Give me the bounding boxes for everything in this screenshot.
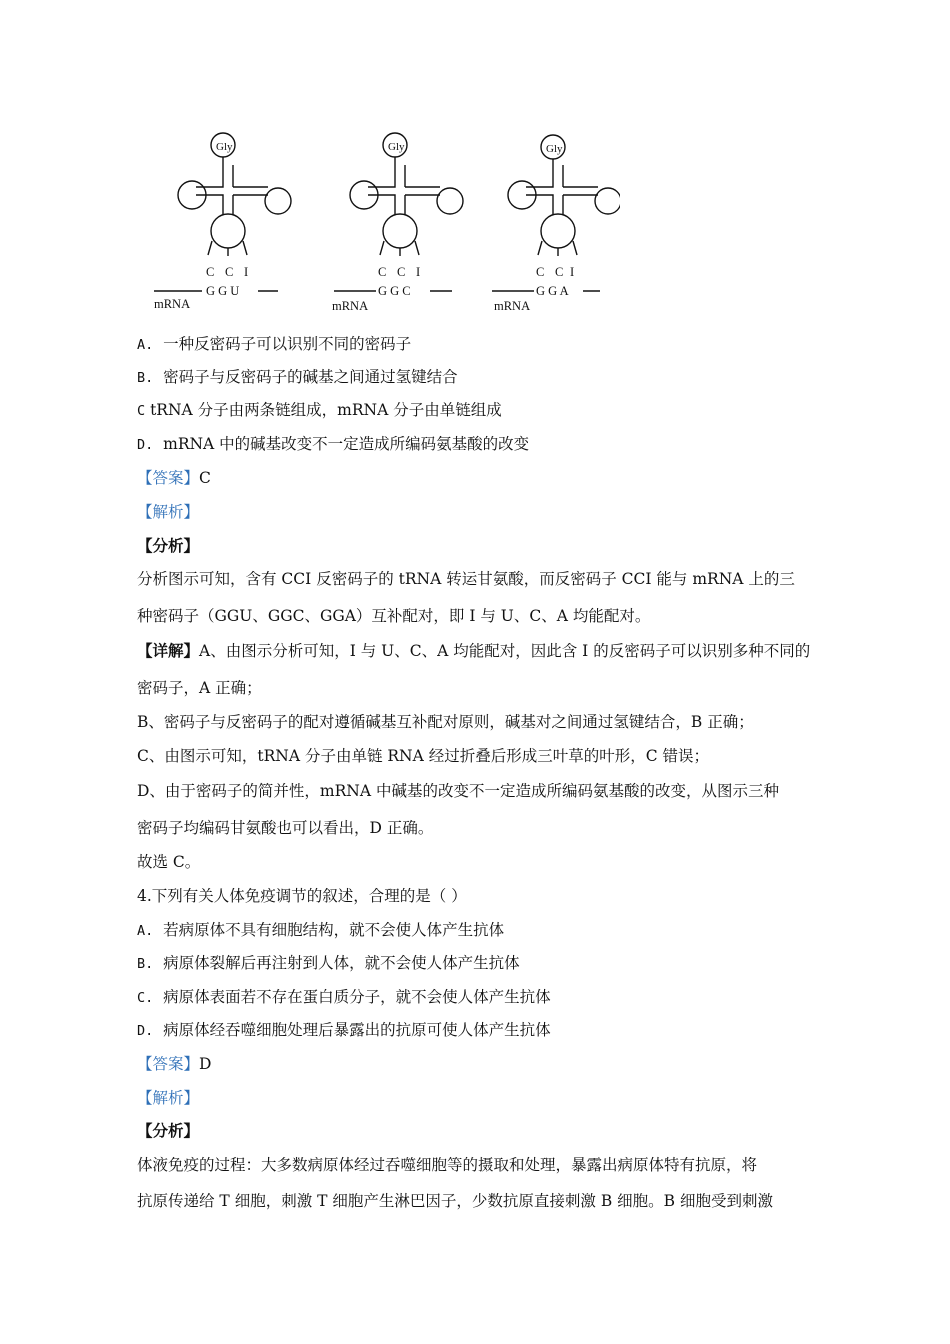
q3-option-b-letter: B.	[137, 370, 154, 386]
anticodon-3-base-2: C	[555, 265, 564, 279]
q4-option-a-letter: A.	[137, 923, 154, 939]
q3-option-c-text: tRNA 分子由两条链组成，mRNA 分子由单链组成	[150, 401, 502, 419]
q3-detail-line-3: B、密码子与反密码子的配对遵循碱基互补配对原则，碱基对之间通过氢键结合，B 正确；	[137, 713, 754, 731]
q3-fenxi-line-1: 分析图示可知，含有 CCI 反密码子的 tRNA 转运甘氨酸，而反密码子 CCI 能与 mRNA 上的三	[137, 570, 795, 588]
anticodon-3-base-3: I	[570, 265, 575, 279]
trna-diagram	[140, 125, 620, 325]
q3-detail-line-5: D、由于密码子的简并性，mRNA 中碱基的改变不一定造成所编码氨基酸的改变，从图示三种	[137, 782, 779, 800]
mrna-label-3: mRNA	[494, 299, 531, 313]
trna-figure	[140, 125, 620, 325]
amino-acid-label-3: Gly	[546, 143, 563, 155]
anticodon-1-base-1: C	[206, 265, 215, 279]
q3-detail-line-2: 密码子，A 正确；	[137, 679, 262, 697]
q4-fenxi-line-2: 抗原传递给 T 细胞，刺激 T 细胞产生淋巴因子，少数抗原直接刺激 B 细胞。B 细胞受到刺激	[137, 1192, 773, 1210]
mrna-label-1: mRNA	[154, 297, 191, 311]
q3-fenxi-tag: 【分析】	[137, 536, 200, 555]
q3-fenxi-line-2: 种密码子（GGU、GGC、GGA）互补配对，即 I 与 U、C、A 均能配对。	[137, 607, 651, 625]
q3-answer	[137, 467, 211, 489]
amino-acid-label-1: Gly	[216, 141, 233, 153]
trna-3-labels	[494, 143, 574, 313]
q3-option-c	[137, 399, 502, 422]
q3-answer-tag: 【答案】	[137, 469, 200, 487]
q3-option-d	[137, 433, 529, 456]
q3-option-d-letter: D.	[137, 437, 154, 453]
q3-option-a-letter: A.	[137, 337, 154, 353]
q4-option-c-text: 病原体表面若不存在蛋白质分子，就不会使人体产生抗体	[163, 988, 551, 1006]
q3-option-c-letter: C	[137, 403, 146, 419]
codon-1: G G U	[206, 284, 240, 298]
q4-option-b	[137, 952, 520, 975]
trna-2-labels	[332, 141, 420, 313]
anticodon-1-base-3: I	[244, 265, 249, 279]
q4-answer	[137, 1053, 211, 1075]
anticodon-3-base-1: C	[536, 265, 545, 279]
q4-option-c-letter: C.	[137, 990, 154, 1006]
q4-jiexi-tag: 【解析】	[137, 1089, 200, 1107]
q4-answer-value: D	[199, 1055, 212, 1073]
anticodon-2-base-2: C	[397, 265, 406, 279]
q4-option-d-letter: D.	[137, 1023, 154, 1039]
q4-fenxi-line-1: 体液免疫的过程：大多数病原体经过吞噬细胞等的摄取和处理，暴露出病原体特有抗原，将	[137, 1156, 758, 1174]
q4-question: 4.下列有关人体免疫调节的叙述，合理的是（ ）	[137, 887, 467, 905]
q3-jiexi-tag: 【解析】	[137, 503, 200, 521]
codon-2: G G C	[378, 284, 411, 298]
q4-answer-tag: 【答案】	[137, 1055, 200, 1073]
q3-option-d-text: mRNA 中的碱基改变不一定造成所编码氨基酸的改变	[163, 435, 530, 453]
q3-detail-text-1: A、由图示分析可知，I 与 U、C、A 均能配对，因此含 I 的反密码子可以识别多种不同的	[199, 642, 811, 660]
q3-option-b-text: 密码子与反密码子的碱基之间通过氢键结合	[163, 368, 458, 386]
q3-option-b	[137, 366, 458, 389]
q3-option-a	[137, 333, 411, 356]
trna-1	[154, 133, 291, 291]
q4-option-b-text: 病原体裂解后再注射到人体，就不会使人体产生抗体	[163, 954, 520, 972]
q4-option-a-text: 若病原体不具有细胞结构，就不会使人体产生抗体	[163, 921, 505, 939]
q4-option-c	[137, 986, 551, 1009]
q3-conclusion: 故选 C。	[137, 853, 201, 871]
q4-option-d	[137, 1019, 551, 1042]
q4-option-b-letter: B.	[137, 956, 154, 972]
q3-detail-tag: 【详解】	[137, 641, 200, 660]
anticodon-2-base-3: I	[416, 265, 421, 279]
q3-detail-line-6: 密码子均编码甘氨酸也可以看出，D 正确。	[137, 819, 434, 837]
codon-3: G G A	[536, 284, 569, 298]
mrna-label-2: mRNA	[332, 299, 369, 313]
q4-fenxi-tag: 【分析】	[137, 1121, 200, 1140]
anticodon-1-base-2: C	[225, 265, 234, 279]
amino-acid-label-2: Gly	[388, 141, 405, 153]
q3-option-a-text: 一种反密码子可以识别不同的密码子	[163, 335, 412, 353]
trna-1-labels	[154, 141, 248, 311]
q4-option-a	[137, 919, 504, 942]
anticodon-2-base-1: C	[378, 265, 387, 279]
q3-detail-line-1	[137, 640, 810, 662]
q3-detail-line-4: C、由图示可知，tRNA 分子由单链 RNA 经过折叠后形成三叶草的叶形，C 错误；	[137, 747, 710, 765]
q4-option-d-text: 病原体经吞噬细胞处理后暴露出的抗原可使人体产生抗体	[163, 1021, 551, 1039]
q3-answer-value: C	[199, 469, 211, 487]
